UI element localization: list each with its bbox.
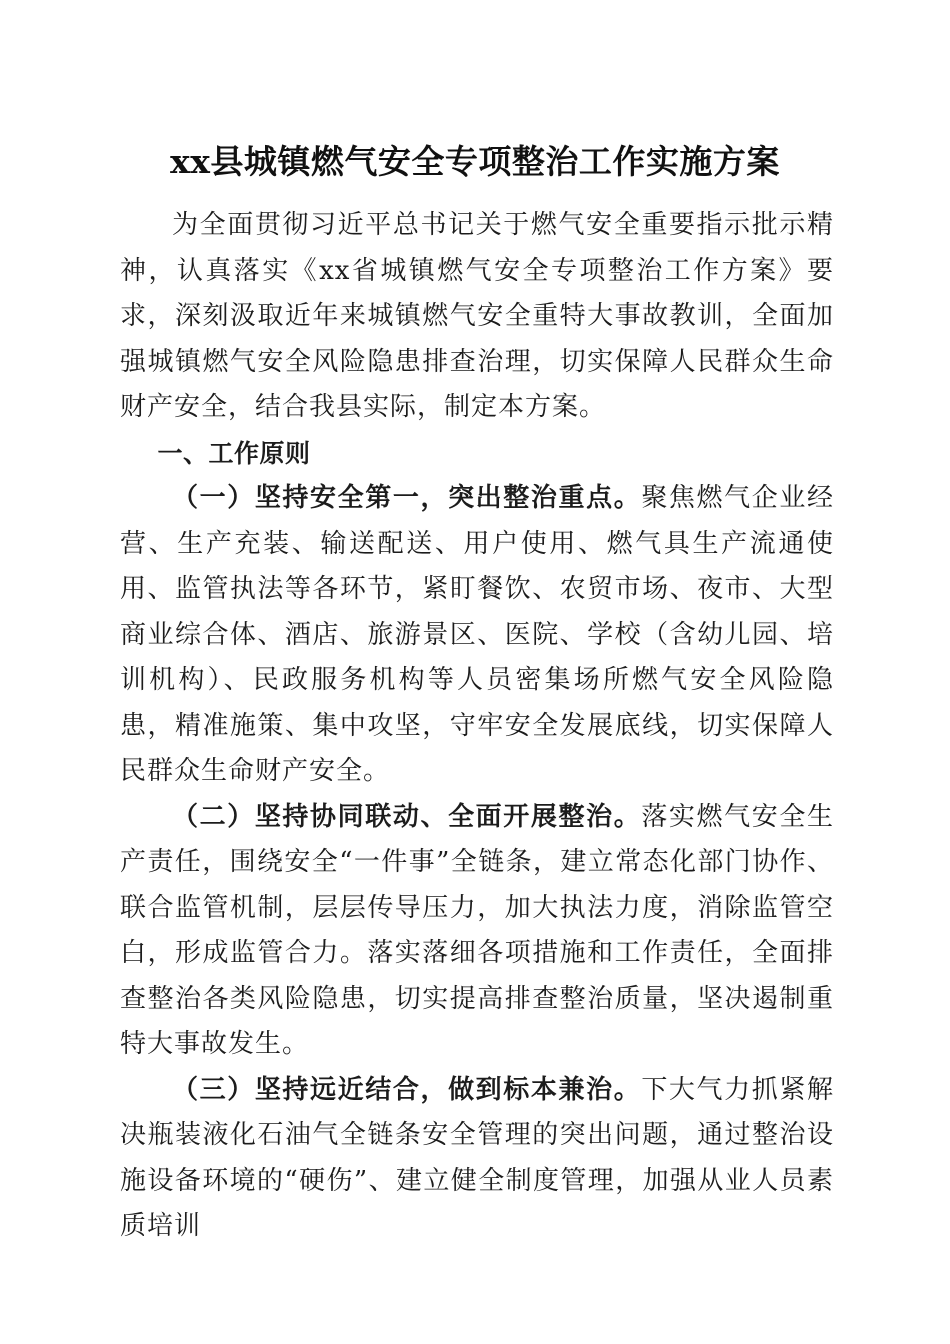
document-title: xx县城镇燃气安全专项整治工作实施方案 (170, 142, 780, 181)
principle-text-3: 下大气力抓紧解决瓶装液化石油气全链条安全管理的突出问题，通过整治设施设备环境的“硬伤”、建立健全制度管理，加强从业人员素质培训 (120, 1074, 834, 1241)
principle-paragraph-3 (120, 1068, 834, 1250)
section-heading: 一、工作原则 (157, 438, 311, 468)
principle-lead-1: （一）坚持安全第一，突出整治重点。 (172, 483, 642, 513)
principle-paragraph-1 (120, 476, 834, 795)
principle-paragraph-2 (120, 795, 834, 1068)
intro-paragraph: 为全面贯彻习近平总书记关于燃气安全重要指示批示精神，认真落实《xx省城镇燃气安全专项整治工作方案》要求，深刻汲取近年来城镇燃气安全重特大事故教训，全面加强城镇燃气安全风险隐患排查治理，切实保障人民群众生命财产安全，结合我县实际，制定本方案。 (120, 210, 834, 422)
principle-lead-3: （三）坚持远近结合，做到标本兼治。 (172, 1074, 642, 1105)
principle-text-2: 落实燃气安全生产责任，围绕安全“一件事”全链条，建立常态化部门协作、联合监管机制，层层传导压力，加大执法力度，消除监管空白，形成监管合力。落实落细各项措施和工作责任，全面排查整治各类风险隐患，切实提高排查整治质量，坚决遏制重特大事故发生。 (120, 801, 834, 1059)
principle-text-1: 聚焦燃气企业经营、生产充装、输送配送、用户使用、燃气具生产流通使用、监管执法等各环节，紧盯餐饮、农贸市场、夜市、大型商业综合体、酒店、旅游景区、医院、学校（含幼儿园、培训机构）、民政服务机构等人员密集场所燃气安全风险隐患，精准施策、集中攻坚，守牢安全发展底线，切实保障人民群众生命财产安全。 (120, 483, 834, 786)
document-body (120, 203, 834, 1250)
principle-lead-2: （二）坚持协同联动、全面开展整治。 (172, 801, 642, 832)
